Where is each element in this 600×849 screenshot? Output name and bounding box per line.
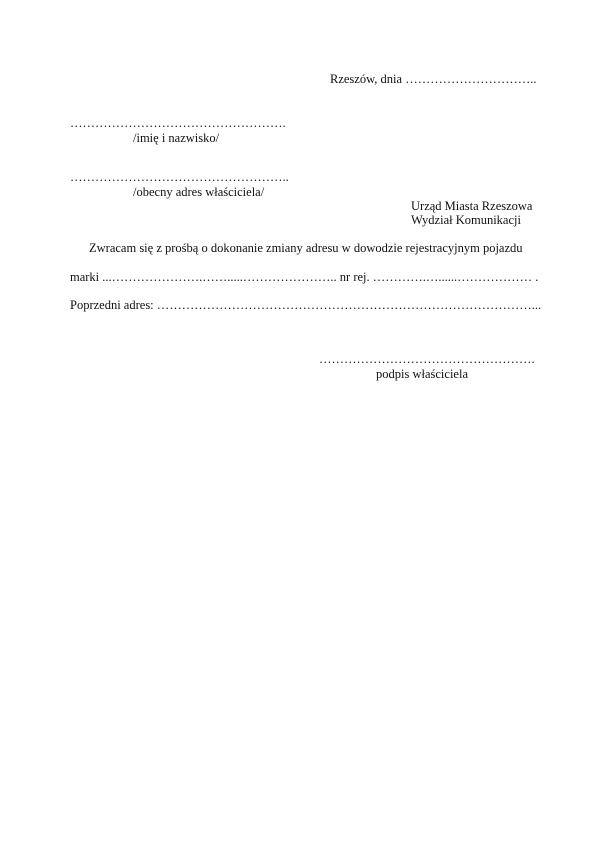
name-dots: ……………………………………………. <box>70 116 286 130</box>
name-label: /imię i nazwisko/ <box>133 131 220 145</box>
signature-dots: ……………………………………………. <box>319 352 535 366</box>
address-dots: …………………………………………….. <box>70 170 289 184</box>
previous-address-line: Poprzedni adres: ………………………………………………………………………………... <box>70 298 542 312</box>
recipient-office-line: Urząd Miasta Rzeszowa <box>411 199 533 213</box>
vehicle-details-line: marki ...………………….…….....………………….. nr rej. ………….…......……………… . <box>70 270 539 284</box>
recipient-department-line: Wydział Komunikacji <box>411 213 521 227</box>
signature-label: podpis właściciela <box>376 367 468 381</box>
request-text: Zwracam się z prośbą o dokonanie zmiany adresu w dowodzie rejestracyjnym pojazdu <box>89 241 523 255</box>
address-label: /obecny adres właściciela/ <box>133 185 265 199</box>
date-line: Rzeszów, dnia ………………………….. <box>330 72 537 86</box>
